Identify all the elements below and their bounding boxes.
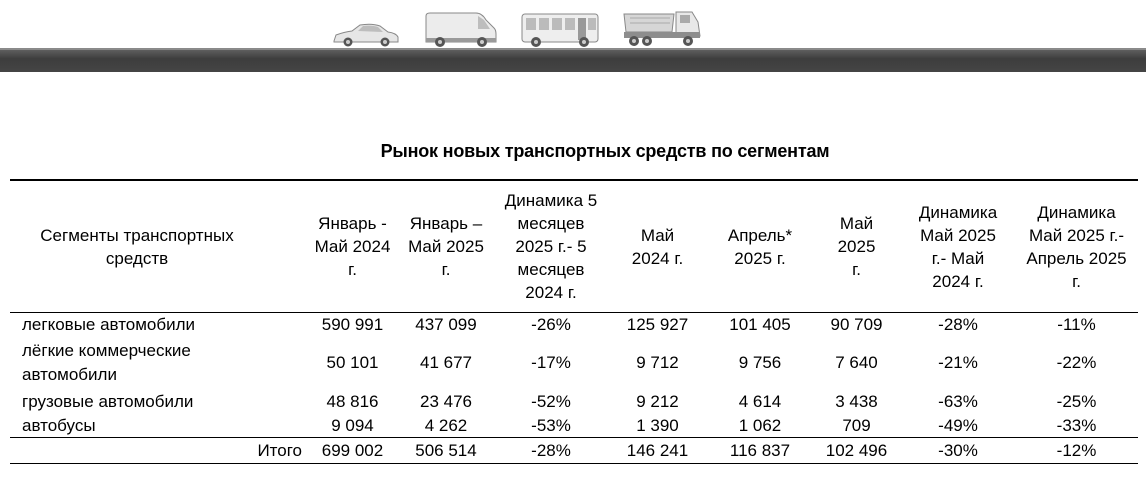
cell: -28% — [495, 438, 607, 464]
table-row — [10, 414, 1138, 438]
cell: 48 816 — [326, 392, 379, 411]
header-dynamics-may: Динамика Май 2025 г.- Май 2024 г. — [901, 180, 1015, 313]
cell: 1 390 — [636, 416, 679, 435]
header-segment: Сегменты транспортных средств — [10, 180, 308, 313]
cell: -30% — [901, 438, 1015, 464]
dump-truck-icon — [622, 8, 704, 48]
cell: 9 756 — [738, 353, 782, 372]
cell: -28% — [938, 315, 978, 334]
cell: 41 677 — [420, 353, 472, 372]
cell: -21% — [938, 353, 978, 372]
cell: 116 837 — [708, 438, 812, 464]
cell: 7 640 — [835, 353, 878, 372]
van-icon — [424, 12, 498, 48]
cell: 699 002 — [308, 438, 397, 464]
cell: 125 927 — [626, 315, 689, 334]
cell: 102 496 — [812, 438, 901, 464]
cell: 146 241 — [607, 438, 708, 464]
cell: 590 991 — [321, 315, 384, 334]
cell: -33% — [1056, 416, 1097, 435]
row-label: легковые автомобили — [22, 315, 196, 334]
cell: 1 062 — [738, 416, 782, 435]
header-may-2024: Май 2024 г. — [607, 180, 708, 313]
cell: -17% — [531, 353, 571, 372]
row-label: грузовые автомобили — [22, 392, 194, 411]
header-april-2025: Апрель* 2025 г. — [708, 180, 812, 313]
cell: 437 099 — [415, 315, 477, 334]
cell: 90 709 — [830, 315, 883, 334]
cell: -25% — [1056, 392, 1097, 411]
cell: 9 712 — [636, 353, 679, 372]
header-jan-may-2024: Январь - Май 2024 г. — [308, 180, 397, 313]
table-row — [10, 389, 1138, 414]
table-header-row — [10, 180, 1138, 313]
cell: -12% — [1015, 438, 1138, 464]
cell: -53% — [531, 416, 571, 435]
cell: -52% — [531, 392, 571, 411]
cell: -49% — [938, 416, 978, 435]
cell: 23 476 — [420, 392, 472, 411]
cell: 4 614 — [738, 392, 782, 411]
cell: 4 262 — [424, 416, 468, 435]
table-row — [10, 313, 1138, 337]
total-row — [10, 438, 1138, 464]
sedan-icon — [332, 22, 400, 48]
cell: 709 — [842, 416, 871, 435]
header-jan-may-2025: Январь – Май 2025 г. — [397, 180, 495, 313]
row-label: лёгкие коммерческие автомобили — [22, 340, 191, 384]
total-label: Итого — [10, 438, 308, 464]
vehicle-icons — [330, 8, 710, 50]
banner-bar — [0, 50, 1146, 72]
table-row — [10, 336, 1138, 389]
cell: 50 101 — [326, 353, 379, 372]
cell: 101 405 — [729, 315, 791, 334]
cell: -63% — [938, 392, 978, 411]
cell: -11% — [1057, 315, 1096, 334]
cell: 3 438 — [835, 392, 878, 411]
cell: 506 514 — [397, 438, 495, 464]
header-dynamics-may-april: Динамика Май 2025 г.- Апрель 2025 г. — [1015, 180, 1138, 313]
header-dynamics-5-months: Динамика 5 месяцев 2025 г.- 5 месяцев 2024 г. — [495, 180, 607, 313]
header-may-2025: Май 2025 г. — [812, 180, 901, 313]
header-banner — [0, 0, 1146, 72]
segments-table — [10, 179, 1138, 464]
bus-icon — [520, 12, 602, 48]
cell: 9 094 — [331, 416, 374, 435]
row-label: автобусы — [22, 416, 96, 435]
cell: -22% — [1056, 353, 1097, 372]
cell: -26% — [531, 315, 571, 334]
cell: 9 212 — [636, 392, 679, 411]
table-title: Рынок новых транспортных средств по сегментам — [380, 141, 830, 161]
